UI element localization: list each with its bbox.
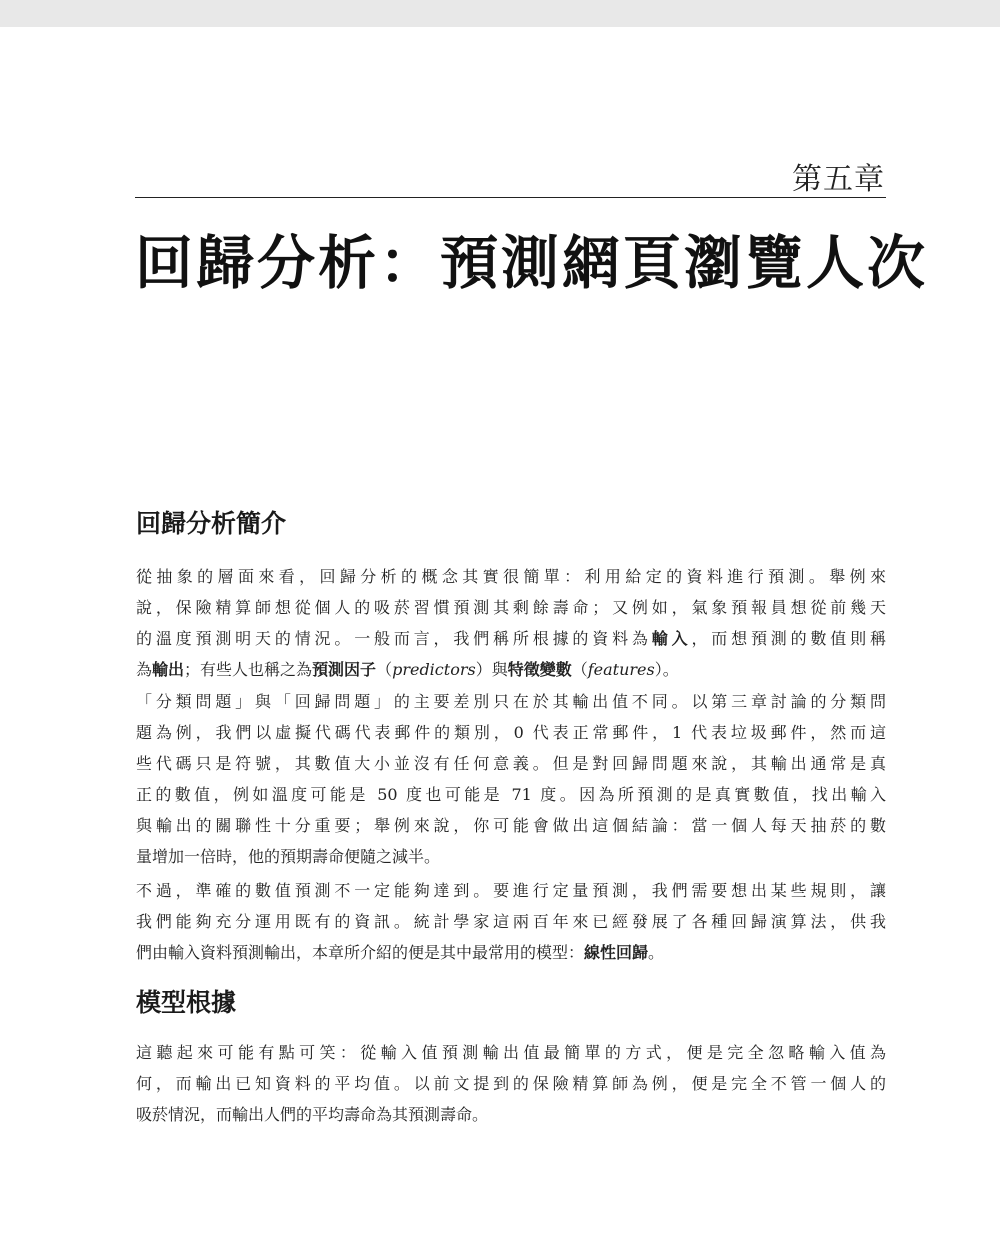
paragraph-model-basis-1 — [136, 1037, 886, 1130]
text-line: 的溫度預測明天的情況。一般而言，我們稱所根據的資料為輸入，而想預測的數值則稱 — [136, 629, 886, 648]
text-line: 為輸出；有些人也稱之為預測因子（predictors）與特徵變數（features）。 — [136, 660, 679, 679]
text-line: 們由輸入資料預測輸出，本章所介紹的便是其中最常用的模型：線性回歸。 — [136, 943, 665, 962]
text-line: 何，而輸出已知資料的平均值。以前文提到的保險精算師為例，便是完全不管一個人的 — [136, 1074, 886, 1093]
text-line: 從抽象的層面來看，回歸分析的概念其實很簡單：利用給定的資料進行預測。舉例來 — [136, 567, 886, 586]
section-heading-model-basis: 模型根據 — [136, 988, 237, 1017]
text-line: 說，保險精算師想從個人的吸菸習慣預測其剩餘壽命；又例如，氣象預報員想從前幾天 — [136, 598, 886, 617]
paragraph-intro-3 — [136, 875, 886, 968]
term-features: 特徵變數 — [507, 660, 572, 679]
paragraph-intro-2 — [136, 686, 886, 872]
text-line: 我們能夠充分運用既有的資訊。統計學家這兩百年來已經發展了各種回歸演算法，供我 — [136, 912, 886, 931]
top-gray-strip — [0, 0, 1000, 27]
text-line: 些代碼只是符號，其數值大小並沒有任何意義。但是對回歸問題來說，其輸出通常是真 — [136, 754, 886, 773]
chapter-rule — [135, 197, 886, 198]
term-predictors: 預測因子 — [312, 660, 377, 679]
text-line: 題為例，我們以虛擬代碼代表郵件的類別，0 代表正常郵件，1 代表垃圾郵件，然而這 — [136, 723, 886, 742]
chapter-title: 回歸分析：預測網頁瀏覽人次 — [135, 229, 929, 297]
chapter-label: 第五章 — [792, 162, 885, 197]
section-heading-intro: 回歸分析簡介 — [136, 509, 287, 538]
text-line: 與輸出的關聯性十分重要；舉例來說，你可能會做出這個結論：當一個人每天抽菸的數 — [136, 816, 886, 835]
text-line: 不過，準確的數值預測不一定能夠達到。要進行定量預測，我們需要想出某些規則，讓 — [136, 881, 886, 900]
text-line: 這聽起來可能有點可笑：從輸入值預測輸出值最簡單的方式，便是完全忽略輸入值為 — [136, 1043, 886, 1062]
paragraph-intro-1 — [136, 561, 886, 685]
term-output: 輸出 — [152, 660, 185, 679]
text-line: 吸菸情況，而輸出人們的平均壽命為其預測壽命。 — [136, 1105, 489, 1124]
text-line: 「分類問題」與「回歸問題」的主要差別只在於其輸出值不同。以第三章討論的分類問 — [136, 692, 886, 711]
term-predictors-en: predictors — [392, 660, 476, 679]
term-features-en: features — [587, 660, 655, 679]
text-line: 量增加一倍時，他的預期壽命便隨之減半。 — [136, 847, 441, 866]
term-linear-regression: 線性回歸 — [584, 943, 649, 962]
text-line: 正的數值，例如溫度可能是 50 度也可能是 71 度。因為所預測的是真實數值，找出輸入 — [136, 785, 886, 804]
term-input: 輸入 — [651, 629, 692, 648]
